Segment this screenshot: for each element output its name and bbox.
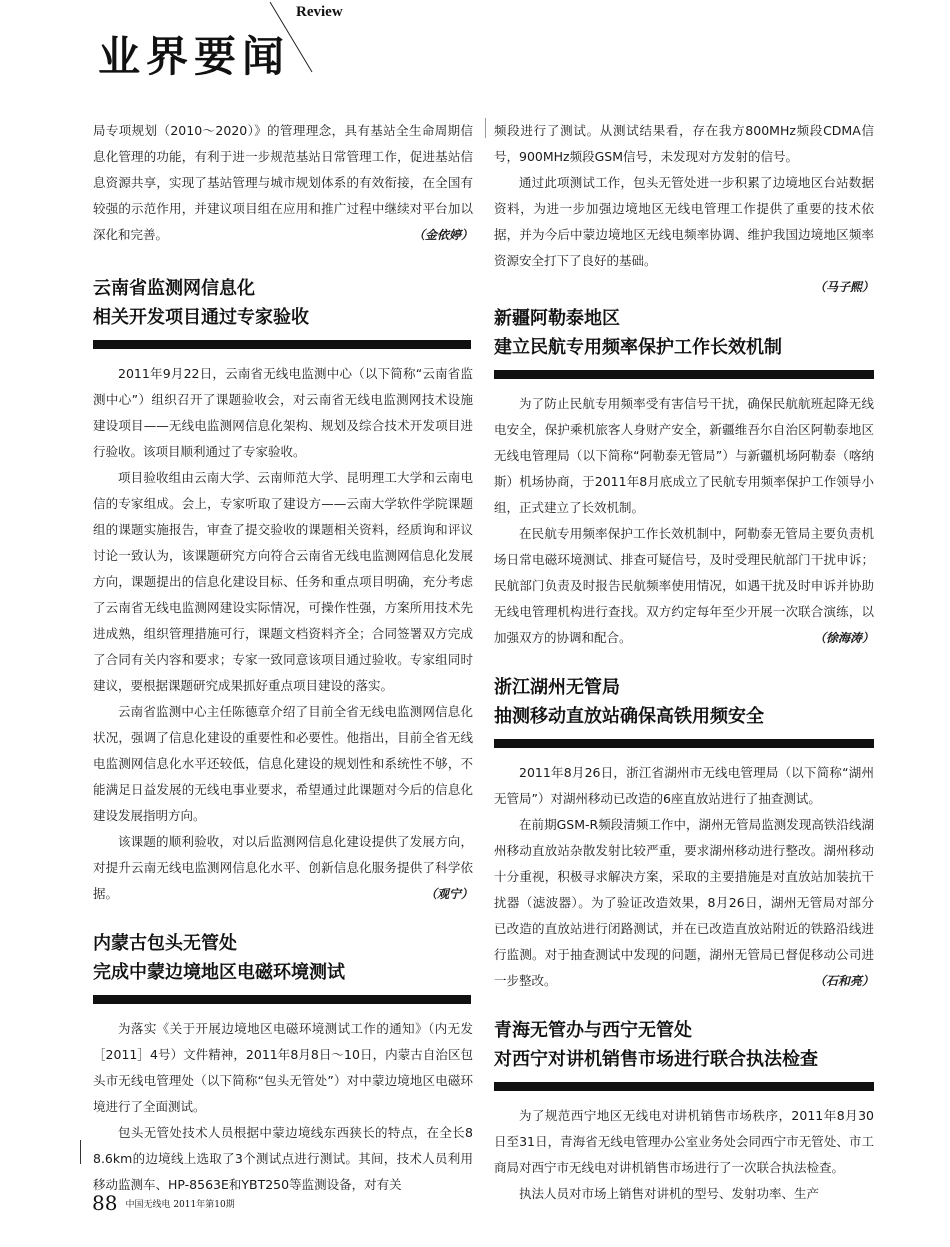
article-paragraph: 为了防止民航专用频率受有害信号干扰，确保民航航班起降无线电安全，保护乘机旅客人身财产安全，新疆维吾尔自治区阿勒泰地区无线电管理局（以下简称“阿勒泰无管局”）与新疆机场阿勒泰（喀纳斯）机场协商，于2011年8月底成立了民航专用频率保护工作领导小组，正式建立了长效机制。 [494,396,874,515]
intro-author: （金依婷） [412,228,473,242]
headline-rule [494,739,874,748]
article-author-line [494,274,874,300]
article-paragraph [494,812,874,994]
section-title: 业界要闻 [98,32,291,81]
magazine-issue: 中国无线电 2011年第10期 [125,1200,235,1210]
article-paragraph: 项目验收组由云南大学、云南师范大学、昆明理工大学和云南电信的专家组成。会上，专家听取了建设方——云南大学软件学院课题组的课题实施报告，审查了提交验收的课题相关资料，经质询和评议讨论一致认为，该课题研究方向符合云南省无线电监测网信息化发展方向，课题提出的信息化建设目标、任务和重点项目明确，充分考虑了云南省无线电监测网建设实际情况，可操作性强，方案所用技术先进成熟，组织管理措施可行，课题文档资料齐全；合同签署双方完成了合同有关内容和要求；专家一致同意该项目通过验收。专家组同时建议，要根据课题研究成果抓好重点项目建设的落实。 [93,470,473,693]
paragraph-text: 该课题的顺利验收，对以后监测网信息化建设提供了发展方向，对提升云南无线电监测网信息化水平、创新信息化服务提供了科学依据。 [93,834,473,901]
article-paragraph: 2011年9月22日，云南省无线电监测中心（以下简称“云南省监测中心”）组织召开了课题验收会，对云南省无线电监测网技术设施建设项目——无线电监测网信息化架构、规划及综合技术开发项目进行验收。该项目顺利通过了专家验收。 [93,366,473,459]
article-paragraph: 通过此项测试工作，包头无管处进一步积累了边境地区台站数据资料，为进一步加强边境地区无线电管理工作提供了重要的技术依据，并为今后中蒙边境地区无线电频率协调、维护我国边境地区频率资源安全打下了良好的基础。 [494,175,874,268]
headline-line-1: 浙江湖州无管局 [494,677,620,698]
column-divider-mark [485,118,486,138]
intro-text: 局专项规划（2010～2020）》的管理理念，具有基站全生命周期信息化管理的功能，有利于进一步规范基站日常管理工作，促进基站信息资源共享，实现了基站管理与城市规划体系的有效衔接，在全国有较强的示范作用，并建议项目组在应用和推广过程中继续对平台加以深化和完善。 [93,123,473,242]
headline-line-2: 相关开发项目通过专家验收 [93,307,309,328]
headline-rule [93,340,471,349]
margin-tick [80,1140,81,1164]
article-paragraph: 为了规范西宁地区无线电对讲机销售市场秩序，2011年8月30日至31日，青海省无线电管理办公室业务处会同西宁市无管处、市工商局对西宁市无线电对讲机销售市场进行了一次联合执法检查。 [494,1108,874,1175]
left-column [93,118,473,1198]
article-author: （徐海涛） [813,631,874,645]
article-author: （观宁） [424,887,473,901]
headline-line-1: 内蒙古包头无管处 [93,933,237,954]
headline-line-2: 对西宁对讲机销售市场进行联合执法检查 [494,1049,818,1070]
article-huzhou-headline [494,673,874,748]
section-en-label: Review [296,4,343,20]
page-footer [92,1191,235,1215]
article-paragraph: 为落实《关于开展边境地区电磁环境测试工作的通知》（内无发［2011］4号）文件精神，2011年8月8日～10日，内蒙古自治区包头市无线电管理处（以下简称“包头无管处”）对中蒙边境地区电磁环境进行了全面测试。 [93,1021,473,1114]
article-paragraph: 云南省监测中心主任陈德章介绍了目前全省无线电监测网信息化状况，强调了信息化建设的重要性和必要性。他指出，目前全省无线电监测网信息化水平还较低，信息化建设的规划性和系统性不够，不能满足日益发展的无线电事业要求，希望通过此课题对今后的信息化建设发展指明方向。 [93,704,473,823]
headline-line-1: 青海无管办与西宁无管处 [494,1020,692,1041]
article-qinghai-headline [494,1016,874,1091]
paragraph-text: 在民航专用频率保护工作长效机制中，阿勒泰无管局主要负责机场日常电磁环境测试、排查可疑信号，及时受理民航部门干扰申诉；民航部门负责及时报告民航频率使用情况，如遇干扰及时申诉并协助无线电管理机构进行查找。双方约定每年至少开展一次联合演练，以加强双方的协调和配合。 [494,526,874,645]
intro-paragraph [93,118,473,248]
headline-line-2: 抽测移动直放站确保高铁用频安全 [494,706,764,727]
article-paragraph: 执法人员对市场上销售对讲机的型号、发射功率、生产 [519,1186,820,1201]
headline-rule [494,370,874,379]
headline-line-2: 建立民航专用频率保护工作长效机制 [494,337,782,358]
headline-rule [494,1082,874,1091]
headline-line-1: 新疆阿勒泰地区 [494,308,620,329]
article-paragraph [494,521,874,651]
article-yunnan-headline [93,274,473,349]
headline-line-1: 云南省监测网信息化 [93,278,255,299]
article-baotou-headline [93,929,473,1004]
article-paragraph: 包头无管处技术人员根据中蒙边境线东西狭长的特点，在全长88.6km的边境线上选取了3个测试点进行测试。其间，技术人员利用移动监测车、HP-8563E和YBT250等监测设备，对有关 [93,1125,473,1192]
article-paragraph: 频段进行了测试。从测试结果看，存在我方800MHz频段CDMA信号，900MHz频段GSM信号，未发现对方发射的信号。 [494,123,874,164]
article-xinjiang-headline [494,304,874,379]
article-author: （石和亮） [813,974,874,988]
article-author: （马子熙） [813,280,874,294]
paragraph-text: 在前期GSM-R频段清频工作中，湖州无管局监测发现高铁沿线湖州移动直放站杂散发射比较严重，要求湖州移动进行整改。湖州移动十分重视，积极寻求解决方案，采取的主要措施是对直放站加装抗干扰器（滤波器）。为了验证改造效果，8月26日，湖州无管局对部分已改造的直放站进行闭路测试，并在已改造直放站附近的铁路沿线进行监测。对于抽查测试中发现的问题，湖州无管局已督促移动公司进一步整改。 [494,817,874,988]
article-paragraph [93,829,473,907]
headline-line-2: 完成中蒙边境地区电磁环境测试 [93,962,345,983]
section-header [0,0,950,100]
page-number: 88 [92,1191,118,1215]
headline-rule [93,995,471,1004]
article-paragraph: 2011年8月26日，浙江省湖州市无线电管理局（以下简称“湖州无管局”）对湖州移动已改造的6座直放站进行了抽查测试。 [494,765,874,806]
right-column [494,118,874,1207]
